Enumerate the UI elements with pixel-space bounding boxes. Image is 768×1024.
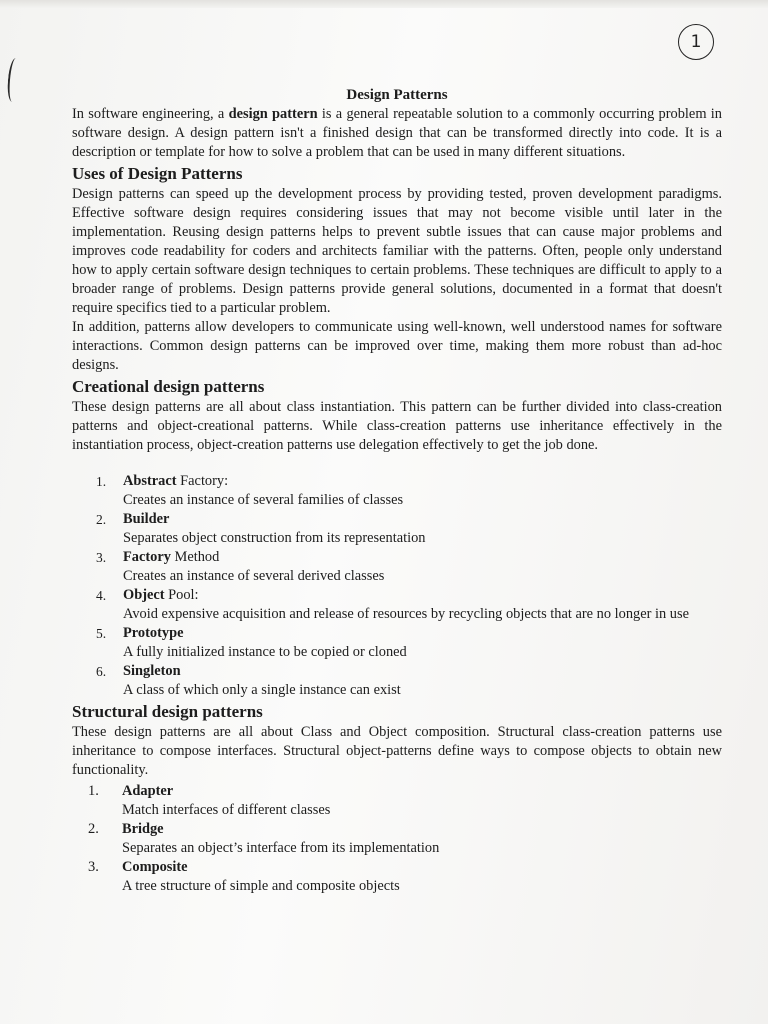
pattern-name-bold: Singleton [123, 663, 181, 679]
pattern-name-bold: Adapter [122, 783, 174, 799]
list-number: 4. [96, 588, 107, 603]
creational-pattern-list [96, 472, 722, 700]
list-item [96, 510, 722, 548]
intro-text-1: In software engineering, a [72, 106, 229, 122]
list-number: 6. [96, 664, 107, 679]
pattern-description: Creates an instance of several derived classes [123, 568, 385, 584]
pattern-description: A class of which only a single instance can exist [123, 682, 401, 698]
list-item [96, 662, 722, 700]
pattern-description: A fully initialized instance to be copied or cloned [123, 644, 407, 660]
list-item [88, 782, 722, 820]
list-item [96, 472, 722, 510]
list-number: 2. [88, 821, 99, 837]
pattern-description: Separates object construction from its representation [123, 530, 426, 546]
list-item [88, 858, 722, 896]
list-number: 2. [96, 512, 107, 527]
structural-heading: Structural design patterns [72, 702, 263, 721]
list-item [96, 586, 722, 624]
pattern-name-rest: Factory: [176, 473, 229, 489]
pattern-name-bold: Composite [122, 859, 188, 875]
pattern-description: A tree structure of simple and composite objects [122, 878, 400, 894]
list-number: 1. [88, 783, 99, 799]
list-number: 1. [96, 474, 107, 489]
pattern-name-rest: Pool: [164, 587, 199, 603]
pattern-name-rest: Method [170, 549, 220, 565]
creational-heading: Creational design patterns [72, 377, 265, 396]
pattern-name-bold: Abstract [123, 473, 177, 489]
pattern-name-bold: Prototype [123, 625, 184, 641]
list-item [96, 624, 722, 662]
uses-paragraph-1: Design patterns can speed up the development process by providing tested, proven development paradigms. Effective software design requires considering issues that may not become visible until later in the implementation. Reusing design patterns helps to prevent subtle issues that can cause major problems and improves code readability for coders and architects familiar with the patterns. Often, people only understand how to apply certain software design techniques to certain problems. These techniques are difficult to apply to a broader range of problems. Design patterns provide general solutions, documented in a format that doesn't require specifics tied to a particular problem. [72, 186, 722, 316]
pattern-description: Separates an object’s interface from its implementation [122, 840, 440, 856]
list-item [88, 820, 722, 858]
list-number: 5. [96, 626, 107, 641]
list-number: 3. [88, 859, 99, 875]
uses-paragraph-2: In addition, patterns allow developers to communicate using well-known, well understood names for software interactions. Common design patterns can be improved over time, making them more robust than ad-hoc designs. [72, 319, 722, 373]
uses-heading: Uses of Design Patterns [72, 164, 243, 183]
pattern-name-bold: Builder [123, 511, 170, 527]
pattern-name-bold: Bridge [122, 821, 164, 837]
intro-bold-term: design pattern [228, 106, 318, 122]
pattern-description: Creates an instance of several families of classes [123, 492, 404, 508]
document-title: Design Patterns [346, 87, 448, 103]
creational-paragraph: These design patterns are all about class instantiation. This pattern can be further divided into class-creation patterns and object-creational patterns. While class-creation patterns use inheritance effectively in the instantiation process, object-creation patterns use delegation effectively to get the job done. [72, 399, 722, 453]
margin-bracket-mark [6, 58, 22, 103]
intro-text-2: is a general repeatable solution to a commonly occurring problem in software design. A design pattern isn't a finished design that can be transformed directly into code. It is a description or template for how to solve a problem that can be used in many different situations. [72, 106, 722, 160]
pattern-name-bold: Factory [123, 549, 171, 565]
pattern-description: Avoid expensive acquisition and release of resources by recycling objects that are no longer in use [123, 606, 689, 622]
document-body [72, 86, 722, 896]
pattern-description: Match interfaces of different classes [122, 802, 331, 818]
page-number: 1 [678, 24, 714, 60]
structural-pattern-list [88, 782, 722, 896]
list-item [96, 548, 722, 586]
pattern-name-bold: Object [123, 587, 165, 603]
page-top-edge [0, 0, 768, 8]
structural-paragraph: These design patterns are all about Class and Object composition. Structural class-creation patterns use inheritance to compose interfaces. Structural object-patterns define ways to compose objects to obtain new functionality. [72, 724, 722, 778]
list-number: 3. [96, 550, 107, 565]
intro-paragraph [72, 105, 722, 162]
